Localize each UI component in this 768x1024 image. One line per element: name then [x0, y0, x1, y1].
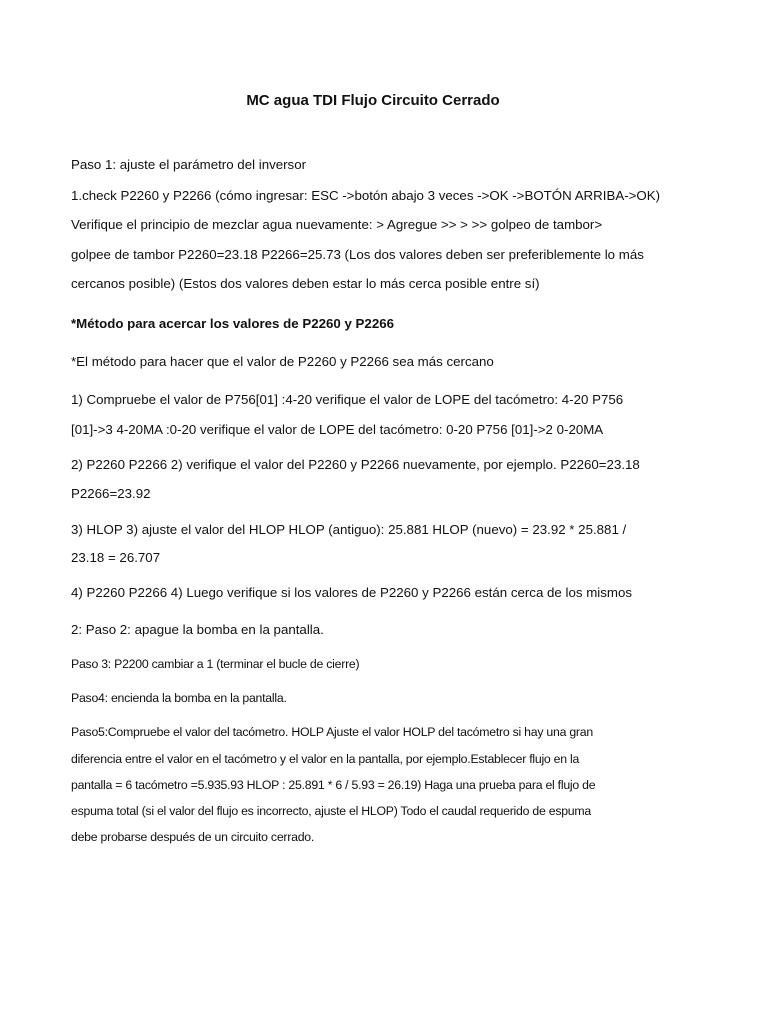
document-title: MC agua TDI Flujo Circuito Cerrado: [246, 92, 500, 109]
method-description: *El método para hacer que el valor de P2260 y P2266 sea más cercano: [71, 354, 494, 369]
step4-line: Paso4: encienda la bomba en la pantalla.: [71, 691, 287, 705]
substep-1-line-b: [01]->3 4-20MA :0-20 verifique el valor de LOPE del tacómetro: 0-20 P756 [01]->2 0-20MA: [71, 422, 604, 437]
step3-line: Paso 3: P2200 cambiar a 1 (terminar el bucle de cierre): [71, 657, 360, 671]
step5-line-a: Paso5:Compruebe el valor del tacómetro. HOLP Ajuste el valor HOLP del tacómetro si hay una gran: [71, 725, 593, 739]
verify-mix-line: Verifique el principio de mezclar agua nuevamente: > Agregue >> > >> golpeo de tambor>: [71, 217, 603, 232]
substep-3-line-a: 3) HLOP 3) ajuste el valor del HLOP HLOP (antiguo): 25.881 HLOP (nuevo) = 23.92 * 25.881 /: [71, 522, 627, 537]
method-heading: *Método para acercar los valores de P2260 y P2266: [71, 316, 395, 331]
step5-line-c: pantalla = 6 tacómetro =5.935.93 HLOP : 25.891 * 6 / 5.93 = 26.19) Haga una prueba para el flujo de: [71, 778, 596, 792]
substep-1-line-a: 1) Compruebe el valor de P756[01] :4-20 verifique el valor de LOPE del tacómetro: 4-20 P756: [71, 392, 624, 407]
substep-3-line-b: 23.18 = 26.707: [71, 550, 161, 565]
step1-heading: Paso 1: ajuste el parámetro del inversor: [71, 157, 307, 172]
step2-line: 2: Paso 2: apague la bomba en la pantalla.: [71, 622, 324, 637]
close-values-line: cercanos posible) (Estos dos valores deben estar lo más cerca posible entre sí): [71, 276, 540, 291]
substep-2-line-b: P2266=23.92: [71, 486, 151, 501]
step5-line-e: debe probarse después de un circuito cerrado.: [71, 830, 315, 844]
substep-2-line-a: 2) P2260 P2266 2) verifique el valor del P2260 y P2266 nuevamente, por ejemplo. P2260=23.18: [71, 457, 640, 472]
substep-4-line: 4) P2260 P2266 4) Luego verifique si los valores de P2260 y P2266 están cerca de los mismos: [71, 585, 633, 600]
check-params-line: 1.check P2260 y P2266 (cómo ingresar: ESC ->botón abajo 3 veces ->OK ->BOTÓN ARRIBA->OK): [71, 188, 661, 203]
step5-line-b: diferencia entre el valor en el tacómetro y el valor en la pantalla, por ejemplo.Establecer flujo en la: [71, 752, 580, 766]
drum-values-line: golpee de tambor P2260=23.18 P2266=25.73 (Los dos valores deben ser preferiblemente lo más: [71, 247, 644, 262]
step5-line-d: espuma total (si el valor del flujo es incorrecto, ajuste el HLOP) Todo el caudal requerido de espuma: [71, 804, 591, 818]
